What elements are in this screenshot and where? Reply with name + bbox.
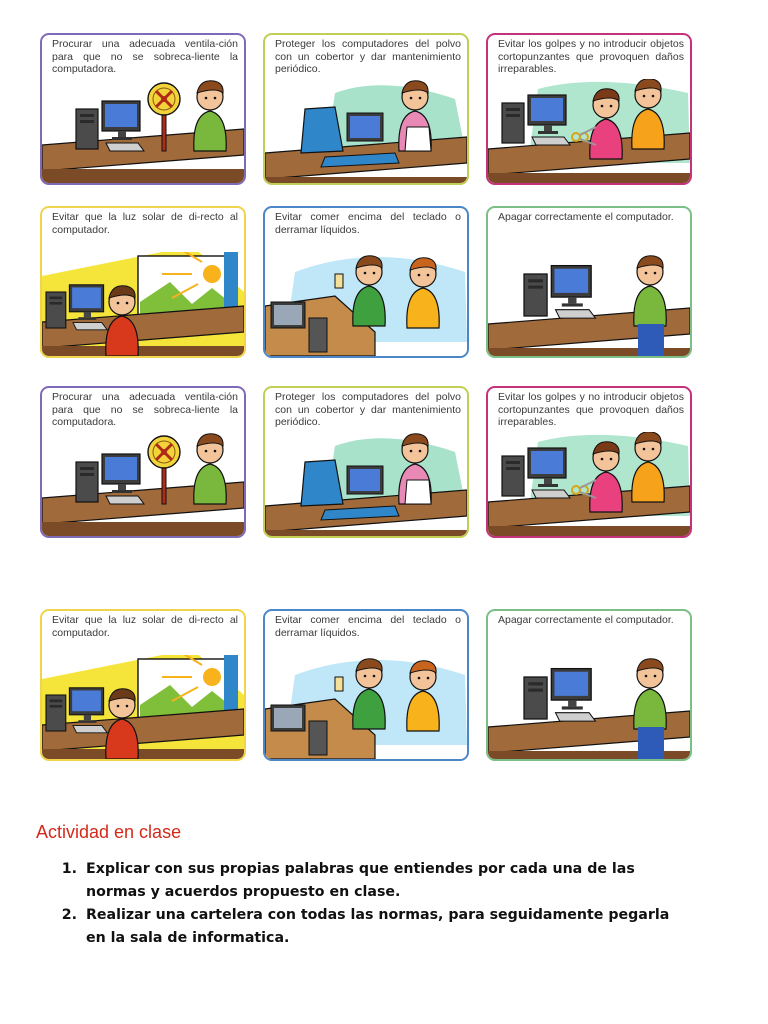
activity-task-2 bbox=[82, 904, 682, 950]
norm-card-caption: Proteger los computadores del polvo con un cobertor y dar mantenimiento periódico. bbox=[275, 391, 461, 428]
norm-card bbox=[263, 609, 469, 761]
norm-card-caption: Evitar que la luz solar de di-recto al computador. bbox=[52, 614, 238, 639]
norm-card-illustration bbox=[42, 432, 244, 536]
norm-card-illustration bbox=[488, 432, 690, 536]
norm-card-illustration bbox=[488, 252, 690, 356]
norm-card bbox=[40, 33, 246, 185]
norm-card-caption: Proteger los computadores del polvo con un cobertor y dar mantenimiento periódico. bbox=[275, 38, 461, 75]
norm-card bbox=[486, 33, 692, 185]
activity-task-1 bbox=[82, 858, 682, 904]
norm-card-illustration bbox=[265, 252, 467, 356]
norm-card-caption: Evitar los golpes y no introducir objetos cortopunzantes que provoquen daños irreparables. bbox=[498, 391, 684, 428]
norm-card-illustration bbox=[42, 79, 244, 183]
norm-card bbox=[40, 609, 246, 761]
norm-card-illustration bbox=[488, 79, 690, 183]
norm-card bbox=[486, 386, 692, 538]
norm-card bbox=[486, 609, 692, 761]
activity-heading: Actividad en clase bbox=[36, 822, 182, 842]
activity-task-1-text: Explicar con sus propias palabras que entiendes por cada una de las normas y acuerdos propuesto en clase. bbox=[86, 861, 635, 900]
norm-card-caption: Apagar correctamente el computador. bbox=[498, 614, 674, 626]
norm-card-illustration bbox=[488, 655, 690, 759]
norm-card-caption: Procurar una adecuada ventila-ción para que no se sobreca-liente la computadora. bbox=[52, 38, 238, 75]
norm-card bbox=[263, 386, 469, 538]
norm-card-illustration bbox=[265, 655, 467, 759]
norm-card bbox=[40, 206, 246, 358]
norm-card bbox=[263, 33, 469, 185]
activity-task-2-text: Realizar una cartelera con todas las normas, para seguidamente pegarla en la sala de informatica. bbox=[86, 907, 670, 946]
norm-card bbox=[40, 386, 246, 538]
norm-card bbox=[263, 206, 469, 358]
norm-card-caption: Procurar una adecuada ventila-ción para que no se sobreca-liente la computadora. bbox=[52, 391, 238, 428]
norm-card bbox=[486, 206, 692, 358]
norm-card-caption: Evitar comer encima del teclado o derramar líquidos. bbox=[275, 211, 461, 236]
norm-card-caption: Apagar correctamente el computador. bbox=[498, 211, 674, 223]
norm-card-illustration bbox=[265, 432, 467, 536]
norm-card-caption: Evitar comer encima del teclado o derramar líquidos. bbox=[275, 614, 461, 639]
activity-task-list bbox=[44, 858, 682, 950]
norm-card-illustration bbox=[42, 655, 244, 759]
norm-card-illustration bbox=[265, 79, 467, 183]
norm-card-caption: Evitar que la luz solar de di-recto al computador. bbox=[52, 211, 238, 236]
norm-card-caption: Evitar los golpes y no introducir objetos cortopunzantes que provoquen daños irreparables. bbox=[498, 38, 684, 75]
norm-card-illustration bbox=[42, 252, 244, 356]
